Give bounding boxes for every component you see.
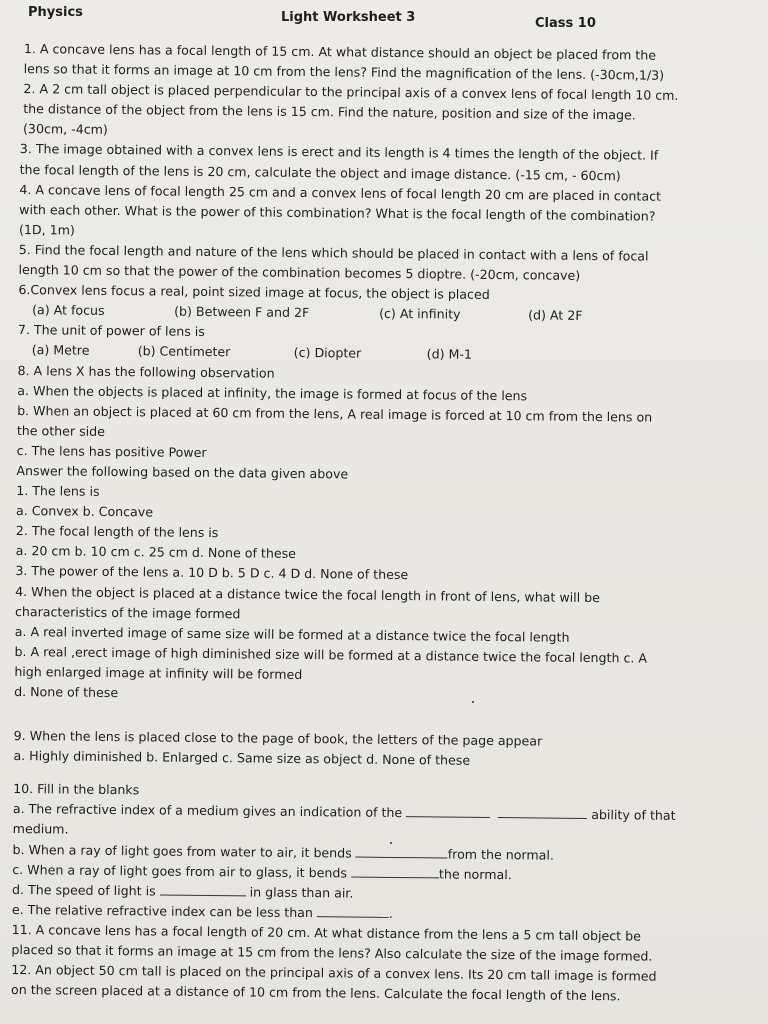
blank-c: c. When a ray of light goes from air to glass, it bends the normal. xyxy=(12,861,512,882)
option-c: (c) At infinity xyxy=(379,305,461,322)
blank-e: e. The relative refractive index can be less than . xyxy=(11,901,394,921)
worksheet-body xyxy=(11,39,752,1008)
question-line: 1. A concave lens has a focal length of 15 cm. At what distance should an object be placed from the xyxy=(23,41,657,63)
observation-b-cont: the other side xyxy=(16,422,106,439)
blank-line xyxy=(160,881,246,896)
question-4 xyxy=(19,180,751,248)
question-8 xyxy=(14,360,749,709)
subquestion-line: a. 20 cm b. 10 cm c. 25 cm d. None of these xyxy=(15,543,297,562)
question-10 xyxy=(12,779,744,927)
question-line: 5. Find the focal length and nature of the lens which should be placed in contact with a lens of focal xyxy=(18,241,649,264)
question-line: lens so that it forms an image at 10 cm from the lens? Find the magnification of the lens. (-30cm,1/3) xyxy=(23,61,665,83)
question-line: 6.Convex lens focus a real, point sized image at focus, the object is placed xyxy=(18,282,490,303)
blank-line xyxy=(351,863,439,878)
question-line: 11. A concave lens has a focal length of 20 cm. At what distance from the lens a 5 cm tall object be xyxy=(11,921,641,944)
option-a: (a) Metre xyxy=(31,342,90,359)
subquestion-line: 1. The lens is xyxy=(16,483,100,499)
question-2 xyxy=(20,79,752,147)
blank-line xyxy=(317,903,389,918)
subquestion-line: d. None of these xyxy=(14,683,119,701)
question-line: the focal length of the lens is 20 cm, calculate the object and image distance. (-15 cm, - 60cm) xyxy=(19,161,621,183)
option-d: (d) M-1 xyxy=(426,346,473,363)
question-line: 4. A concave lens of focal length 25 cm and a convex lens of focal length 20 cm are placed in contact xyxy=(19,181,662,204)
stray-mark xyxy=(472,701,474,703)
observation-c: c. The lens has positive Power xyxy=(16,442,207,460)
blank-line xyxy=(406,803,490,818)
question-12 xyxy=(11,960,742,1008)
options-line: a. Highly diminished b. Enlarged c. Same size as object d. None of these xyxy=(13,748,471,768)
blank-line xyxy=(356,843,448,858)
answer-hint: (1D, 1m) xyxy=(18,221,75,238)
blank-line xyxy=(498,804,587,819)
blank-a: a. The refractive index of a medium gives an indication of the ability of that xyxy=(12,801,676,824)
subquestion-line: high enlarged image at infinity will be formed xyxy=(14,663,303,682)
question-line: 12. An object 50 cm tall is placed on the principal axis of a convex lens. Its 20 cm tall image is formed xyxy=(11,962,657,984)
question-line: with each other. What is the power of this combination? What is the focal length of the combination? xyxy=(19,201,656,224)
blank-b: b. When a ray of light goes from water to air, it bends from the normal. xyxy=(12,841,554,863)
subquestion-line: 4. When the object is placed at a distance twice the focal length in front of lens, what will be xyxy=(15,583,601,605)
worksheet-title: Light Worksheet 3 xyxy=(281,10,416,25)
option-b: (b) Between F and 2F xyxy=(174,303,310,321)
answer-hint: (30cm, -4cm) xyxy=(22,121,108,138)
question-line: 2. A 2 cm tall object is placed perpendicular to the principal axis of a convex lens of focal length 10 cm. xyxy=(23,81,679,104)
stray-mark xyxy=(390,842,392,844)
subquestion-line: b. A real ,erect image of high diminished size will be formed at a distance twice the focal length c. A xyxy=(14,643,648,666)
question-line: the distance of the object from the lens is 15 cm. Find the nature, position and size of the image. xyxy=(23,101,636,123)
option-b: (b) Centimeter xyxy=(137,343,231,360)
question-line: 8. A lens X has the following observation xyxy=(17,362,275,381)
subquestion-line: 3. The power of the lens a. 10 D b. 5 D c. 4 D d. None of these xyxy=(15,563,409,583)
observation-b: b. When an object is placed at 60 cm from the lens, A real image is forced at 10 cm from the lens on xyxy=(17,402,653,425)
question-9 xyxy=(13,726,744,774)
observation-a: a. When the objects is placed at infinity, the image is formed at focus of the lens xyxy=(17,382,528,403)
question-3 xyxy=(20,139,751,187)
option-d: (d) At 2F xyxy=(528,307,583,324)
class-label: Class 10 xyxy=(535,16,596,31)
subquestion-line: characteristics of the image formed xyxy=(14,603,241,621)
blank-a-cont: medium. xyxy=(12,821,69,838)
question-line: 10. Fill in the blanks xyxy=(13,781,140,798)
question-line: length 10 cm so that the power of the combination becomes 5 dioptre. (-20cm, concave) xyxy=(18,262,581,283)
question-line: 3. The image obtained with a convex lens is erect and its length is 4 times the length of the object. If xyxy=(19,141,659,164)
subquestion-line: a. Convex b. Concave xyxy=(15,503,154,520)
instruction: Answer the following based on the data given above xyxy=(16,462,349,482)
question-7 xyxy=(18,320,749,368)
option-a: (a) At focus xyxy=(32,302,105,319)
subquestion-line: 2. The focal length of the lens is xyxy=(15,523,219,541)
question-line: on the screen placed at a distance of 10 cm from the lens. Calculate the focal length of the lens. xyxy=(10,982,621,1004)
question-line: 9. When the lens is placed close to the page of book, the letters of the page appear xyxy=(13,728,543,749)
option-c: (c) Diopter xyxy=(293,345,362,361)
subject-label: Physics xyxy=(28,5,83,20)
blank-d: d. The speed of light is in glass than air. xyxy=(12,881,354,901)
subquestion-line: a. A real inverted image of same size will be formed at a distance twice the focal length xyxy=(14,623,570,645)
question-line: 7. The unit of power of lens is xyxy=(17,322,205,340)
question-line: placed so that it forms an image at 15 cm from the lens? Also calculate the size of the image formed. xyxy=(11,941,653,964)
